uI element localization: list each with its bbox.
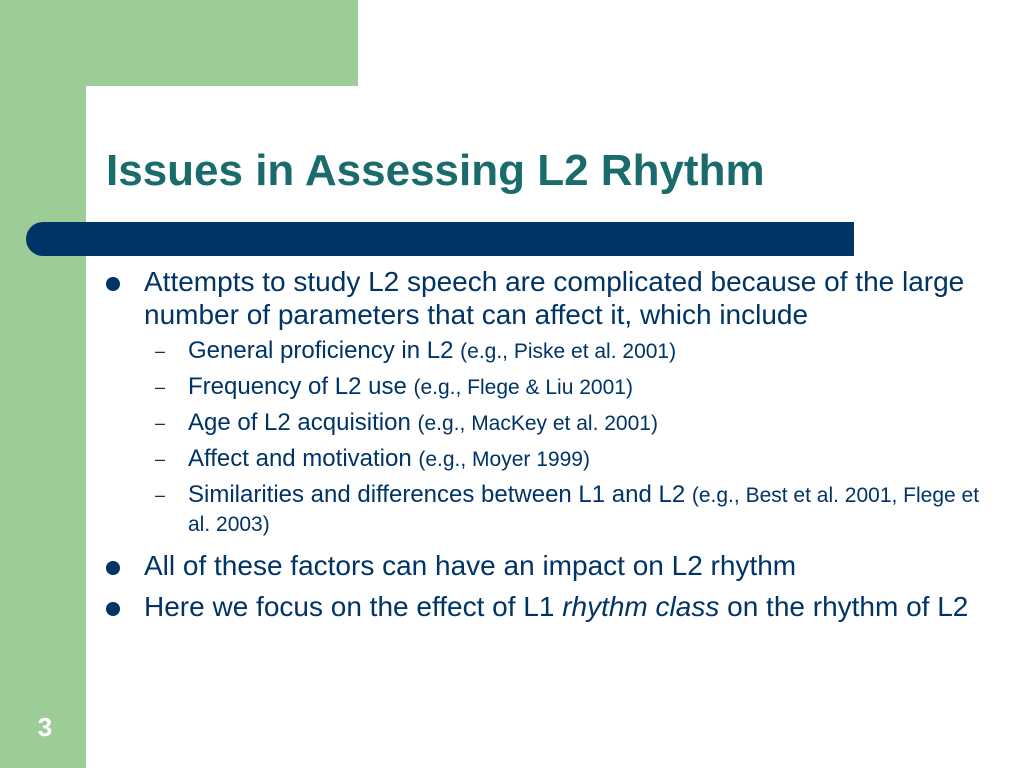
slide-title: Issues in Assessing L2 Rhythm [106, 146, 765, 195]
bullet-emphasis: rhythm class [562, 591, 720, 622]
bullet-dot-icon [106, 277, 120, 291]
bullet-item [100, 549, 980, 582]
sub-bullet-text: Age of L2 acquisition [188, 409, 411, 436]
sub-bullet-text: Similarities and differences between L1 and L2 [188, 481, 686, 508]
slide-number: 3 [37, 712, 53, 742]
sub-bullet-reference: (e.g., Best et al. 2001, Flege et al. 2003) [188, 484, 980, 536]
dash-icon: – [155, 377, 166, 397]
bullet-text-start: Here we focus on the effect of L1 [144, 591, 563, 622]
bullet-item [100, 265, 980, 331]
sub-bullet-item [100, 337, 980, 366]
sub-bullet-reference: (e.g., Moyer 1999) [418, 448, 590, 471]
sub-bullet-text: Affect and motivation [188, 445, 412, 472]
sub-bullet-item [100, 445, 980, 474]
sub-bullet-text: General proficiency in L2 [188, 337, 454, 364]
sub-bullet-item [100, 481, 980, 539]
dash-icon: – [155, 485, 166, 505]
slide-content [100, 265, 980, 623]
sub-bullet-reference: (e.g., Piske et al. 2001) [460, 340, 677, 363]
bullet-text-end: on the rhythm of L2 [719, 591, 969, 622]
title-underline-bar [26, 222, 854, 256]
sub-bullet-item [100, 409, 980, 438]
bullet-dot-icon [106, 561, 120, 575]
bullet-item [100, 590, 980, 623]
dash-icon: – [155, 449, 166, 469]
dash-icon: – [155, 341, 166, 361]
dash-icon: – [155, 413, 166, 433]
bullet-dot-icon [106, 602, 120, 616]
sub-bullet-item [100, 373, 980, 402]
bullet-text: All of these factors can have an impact on L2 rhythm [144, 550, 797, 581]
sub-bullet-text: Frequency of L2 use [188, 373, 407, 400]
bullet-text: Attempts to study L2 speech are complicated because of the large number of parameters that can affect it, which include [144, 266, 965, 330]
sub-bullet-reference: (e.g., MacKey et al. 2001) [417, 412, 658, 435]
green-top-block [0, 0, 358, 86]
sub-bullet-reference: (e.g., Flege & Liu 2001) [413, 376, 633, 399]
green-sidebar [0, 0, 86, 768]
